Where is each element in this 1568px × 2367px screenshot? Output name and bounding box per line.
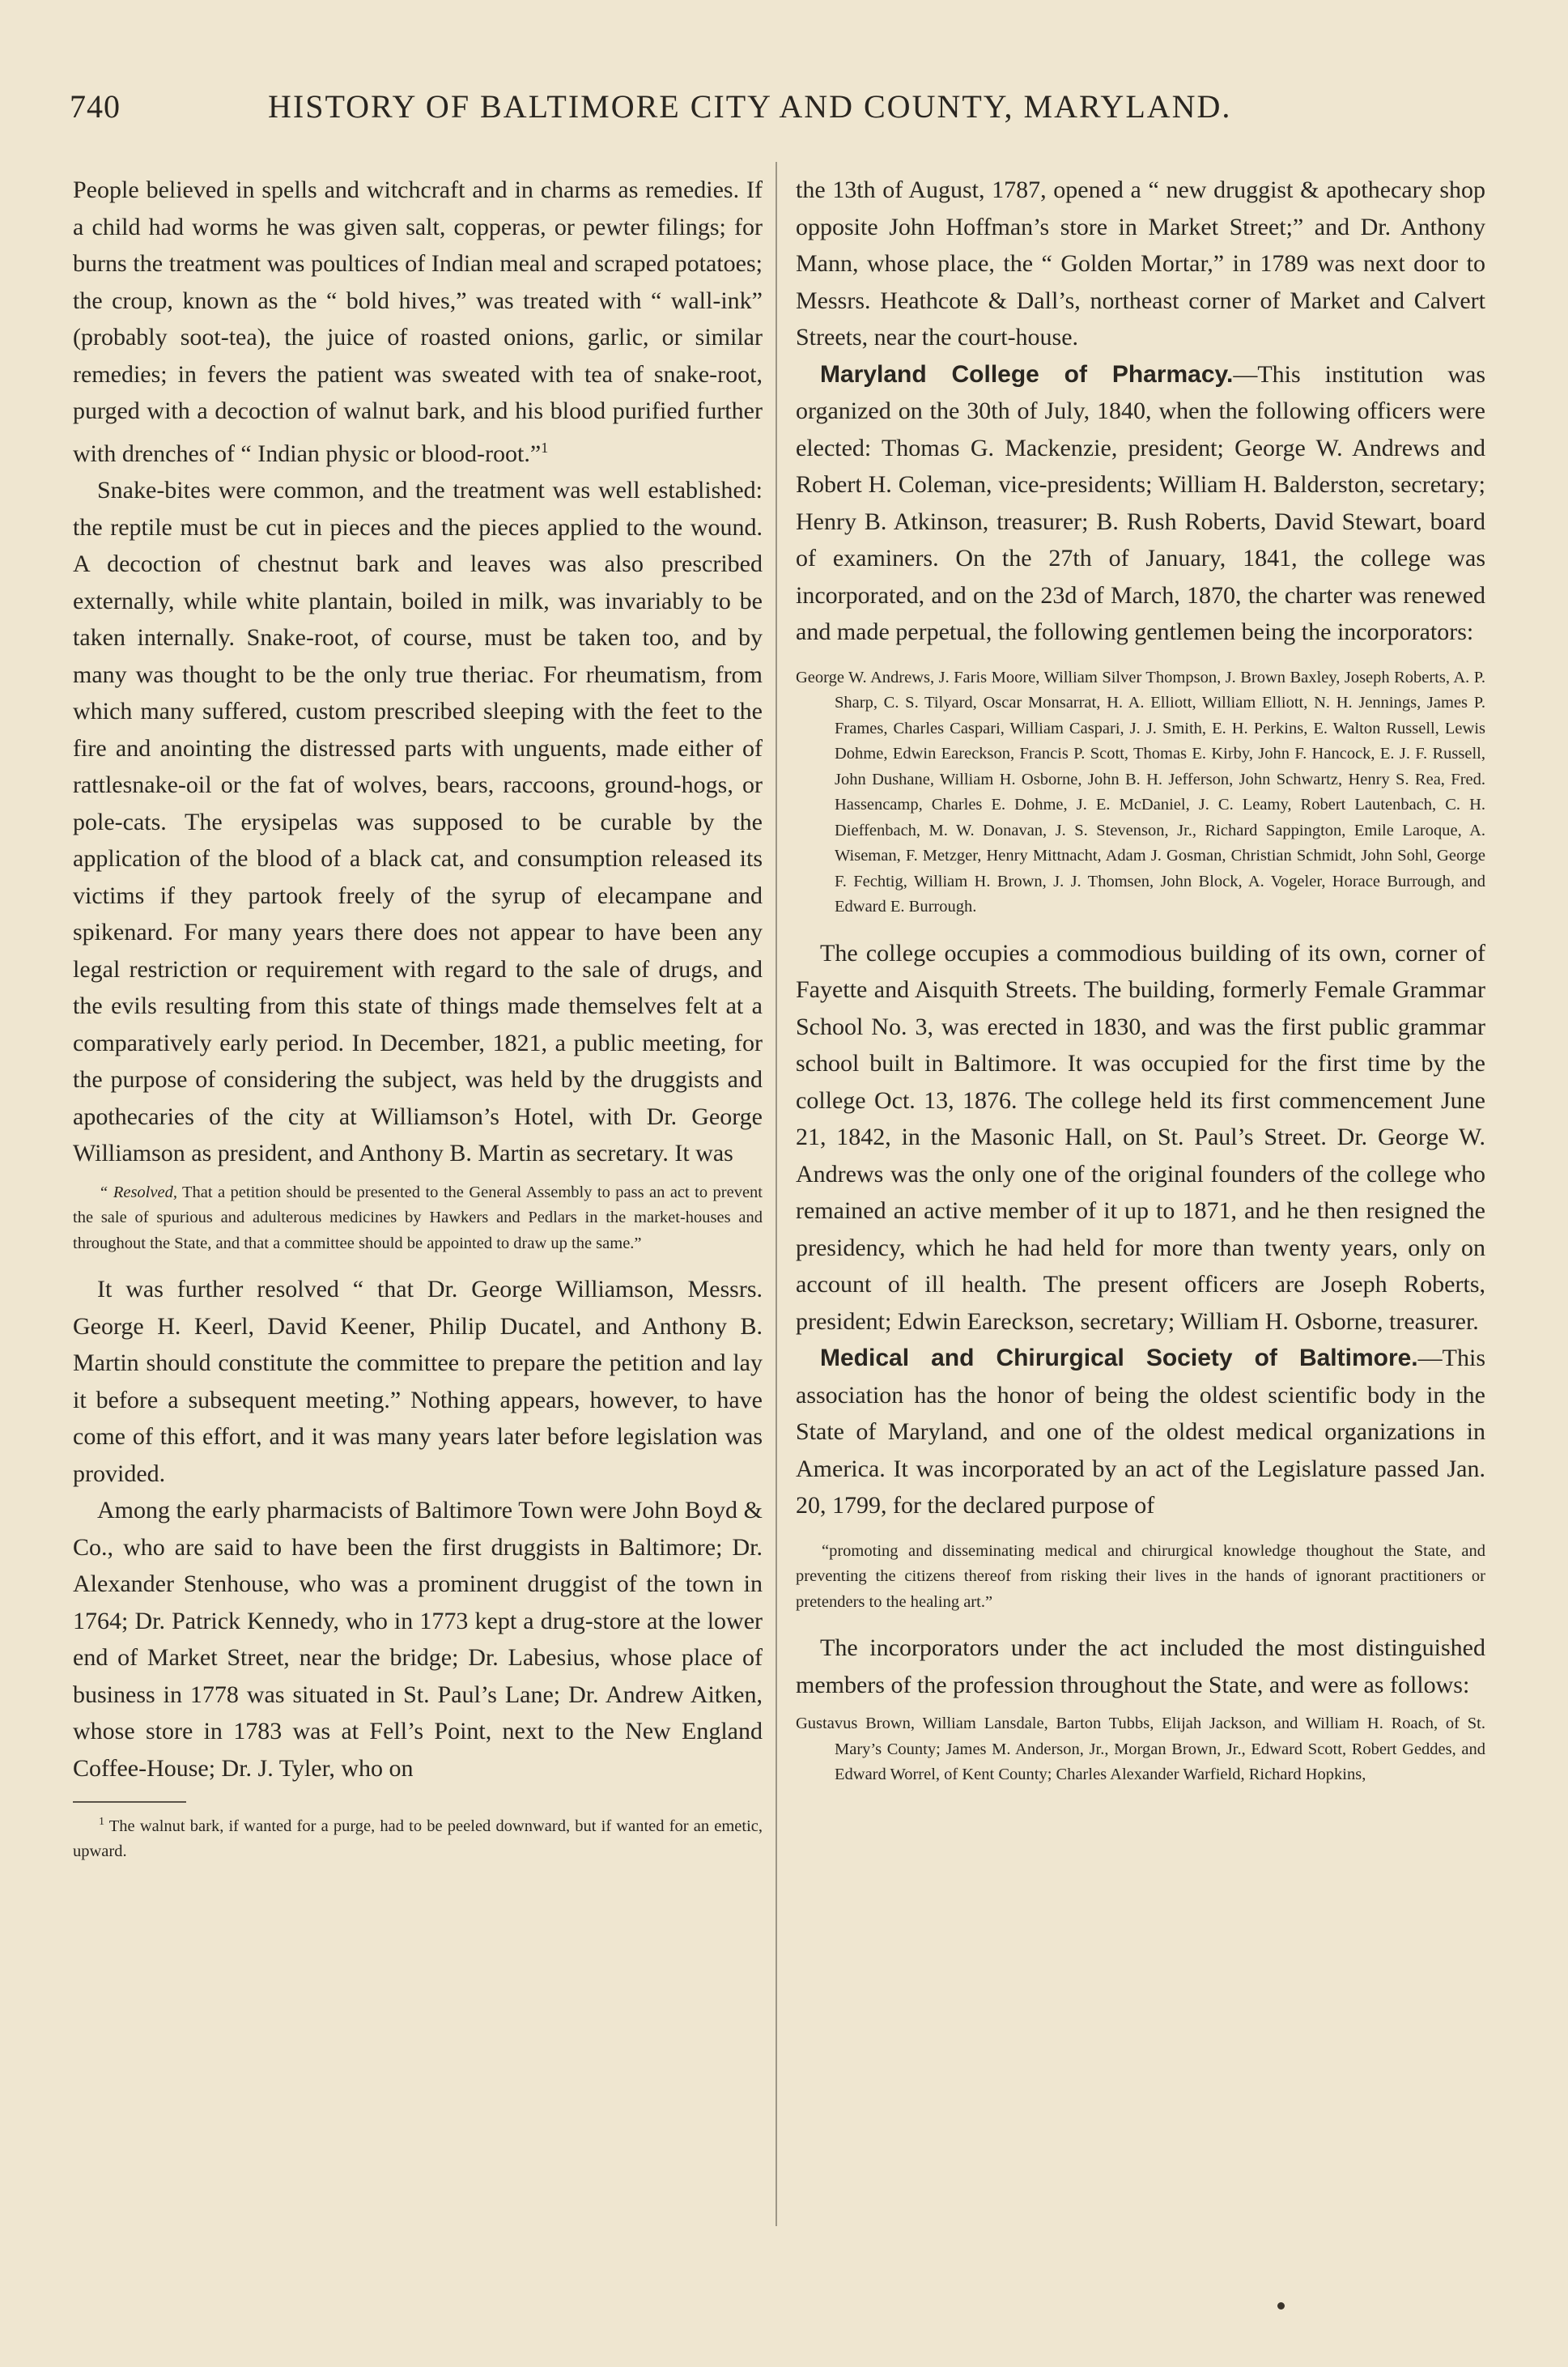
running-header (70, 87, 1494, 136)
section-heading-college-of-pharmacy: Maryland College of Pharmacy. (820, 360, 1234, 388)
section-heading-medical-society: Medical and Chirurgical Society of Baltimore. (820, 1345, 1418, 1371)
section-text-medical-society: —This association has the honor of being the oldest scientific body in the State of Maryland, and one of the oldest medical organizations in America. It was incorporated by an act of the Legislature passed Jan. 20, 1799, for the declared purpose of (796, 1345, 1485, 1519)
incorporators-list-medical: Gustavus Brown, William Lansdale, Barton Tubbs, Elijah Jackson, and William H. Roach, of St. Mary’s County; James M. Anderson, Jr., Morgan Brown, Jr., Edward Scott, Robert Geddes, and Edward Worrel, of Kent County; Charles Alexander Warfield, Richard Hopkins, (796, 1715, 1485, 1783)
paragraph-remedies-text: People believed in spells and witchcraft and in charms as remedies. If a child had worms he was given salt, copperas, or pewter filings; for burns the treatment was poultices of Indian meal and scraped potatoes; the croup, known as the “ bold hives,” was treated with “ wall-ink” (probably soot-tea), the juice of roasted onions, garlic, or similar remedies; in fevers the patient was sweated with tea of snake-root, purged with a decoction of walnut bark, and his blood purified further with drenches of “ Indian physic or blood-root.” (73, 176, 763, 467)
paragraph-remedies (73, 172, 763, 472)
paragraph-early-pharmacists: Among the early pharmacists of Baltimore Town were John Boyd & Co., who are said to have been the first druggists in Baltimore; Dr. Alexander Stenhouse, who was a prominent druggist of the town in 1764; Dr. Patrick Kennedy, who in 1773 kept a drug-store at the lower end of Market Street, near the bridge; Dr. Labesius, whose place of business in 1778 was situated in St. Paul’s Lane; Dr. Andrew Aitken, whose store in 1783 was at Fell’s Point, next to the New England Coffee-House; Dr. J. Tyler, who on (73, 1497, 763, 1782)
right-column (796, 172, 1485, 1788)
column-divider (776, 162, 777, 2226)
paragraph-incorporators-intro: The incorporators under the act included the most distinguished members of the profession throughout the State, and were as follows: (796, 1634, 1485, 1698)
resolution-quote-text: That a petition should be presented to the General Assembly to pass an act to prevent the sale of spurious and adulterous medicines by Hawkers and Pedlars in the market-houses and throughout the State, and that a committee should be appointed to draw up the same.” (73, 1183, 763, 1252)
resolution-quote-lead: “ Resolved, (99, 1183, 177, 1201)
purpose-quote: “promoting and disseminating medical and chirurgical knowledge thoughout the State, and preventing the citizens thereof from risking their lives in the hands of ignorant practitioners or pretenders to the healing art.” (796, 1541, 1485, 1611)
footnote-rule (73, 1801, 186, 1803)
paragraph-snake-bites: Snake-bites were common, and the treatment was well established: the reptile must be cut in pieces and the pieces applied to the wound. A decoction of chestnut bark and leaves was also prescribed externally, while white plantain, boiled in milk, was invariably to be taken internally. Snake-root, of course, must be taken too, and by many was thought to be the only true theriac. For rheumatism, from which many suffered, custom prescribed sleeping with the feet to the fire and anointing the distressed parts with unguents, made either of rattlesnake-oil or the fat of wolves, bears, raccoons, ground-hogs, or pole-cats. The erysipelas was supposed to be curable by the application of the blood of a black cat, and consumption released its victims if they partook freely of the syrup of elecampane and spikenard. For many years there does not appear to have been any legal restriction or requirement with regard to the sale of drugs, and the evils resulting from this state of things made themselves felt at a comparatively early period. In December, 1821, a public meeting, for the purpose of considering the subject, was held by the druggists and apothecaries of the city at Williamson’s Hotel, with Dr. George Williamson as president, and Anthony B. Martin as secretary. It was (73, 477, 763, 1167)
page-number: 740 (70, 88, 121, 125)
resolution-quote (73, 1180, 763, 1257)
paragraph-college-building: The college occupies a commodious building of its own, corner of Fayette and Aisquith Streets. The building, formerly Female Grammar School No. 3, was erected in 1830, and was the first public grammar school built in Baltimore. It was occupied for the first time by the college Oct. 13, 1876. The college held its first commencement June 21, 1842, in the Masonic Hall, on St. Paul’s Street. Dr. George W. Andrews was the only one of the original founders of the college who remained an active member of it up to 1871, and he then resigned the presidency, which he had held for more than twenty years, only on account of ill health. The present officers are Joseph Roberts, president; Edwin Eareckson, secretary; William H. Osborne, treasurer. (796, 939, 1485, 1335)
left-column (73, 172, 763, 1865)
footnote-reference: 1 (541, 439, 549, 456)
section-college-of-pharmacy (796, 356, 1485, 651)
incorporators-list-pharmacy: George W. Andrews, J. Faris Moore, William Silver Thompson, J. Brown Baxley, Joseph Roberts, A. P. Sharp, C. S. Tilyard, Oscar Monsarrat, H. A. Elliott, William Elliott, N. H. Jennings, James P. Frames, Charles Caspari, William Caspari, J. J. Smith, E. H. Perkins, E. Walton Russell, Lewis Dohme, Edwin Eareckson, Francis P. Scott, Thomas E. Kirby, John F. Hancock, E. J. F. Russell, John Dushane, William H. Osborne, John B. H. Jefferson, John Schwartz, Henry S. Rea, Fred. Hassencamp, Charles E. Dohme, J. E. McDaniel, J. C. Leamy, Robert Lautenbach, C. H. Dieffenbach, M. W. Donavan, J. S. Stevenson, Jr., Richard Sappington, Emile Laroque, A. Wiseman, F. Metzger, Henry Mittnacht, Adam J. Gosman, Christian Schmidt, John Sohl, George F. Fechtig, William H. Brown, J. J. Thomsen, John Block, A. Vogeler, Horace Burrough, and Edward E. Burrough. (796, 668, 1485, 916)
ink-dot (1277, 2302, 1285, 2310)
section-text-college-of-pharmacy: —This institution was organized on the 30th of July, 1840, when the following officers were elected: Thomas G. Mackenzie, president; George W. Andrews and Robert H. Coleman, vice-presidents; William H. Balderston, secretary; Henry B. Atkinson, treasurer; B. Rush Roberts, David Stewart, board of examiners. On the 27th of January, 1841, the college was incorporated, and on the 23d of March, 1870, the charter was renewed and made perpetual, the following gentlemen being the incorporators: (796, 360, 1485, 645)
paragraph-druggists-continued: the 13th of August, 1787, opened a “ new druggist & apothecary shop opposite John Hoffman’s store in Market Street;” and Dr. Anthony Mann, whose place, the “ Golden Mortar,” in 1789 was next door to Messrs. Heathcote & Dall’s, northeast corner of Market and Calvert Streets, near the court-house. (796, 176, 1485, 351)
footnote-text: The walnut bark, if wanted for a purge, had to be peeled downward, but if wanted for an emetic, upward. (73, 1817, 763, 1861)
running-title: HISTORY OF BALTIMORE CITY AND COUNTY, MARYLAND. (268, 88, 1232, 125)
footnote-mark: 1 (99, 1816, 104, 1828)
footnote (73, 1809, 763, 1865)
section-medical-society (796, 1340, 1485, 1524)
paragraph-further-resolved: It was further resolved “ that Dr. George Williamson, Messrs. George H. Keerl, David Keener, Philip Ducatel, and Anthony B. Martin should constitute the committee to prepare the petition and lay it before a subsequent meeting.” Nothing appears, however, to have come of this effort, and it was many years later before legislation was provided. (73, 1276, 763, 1487)
